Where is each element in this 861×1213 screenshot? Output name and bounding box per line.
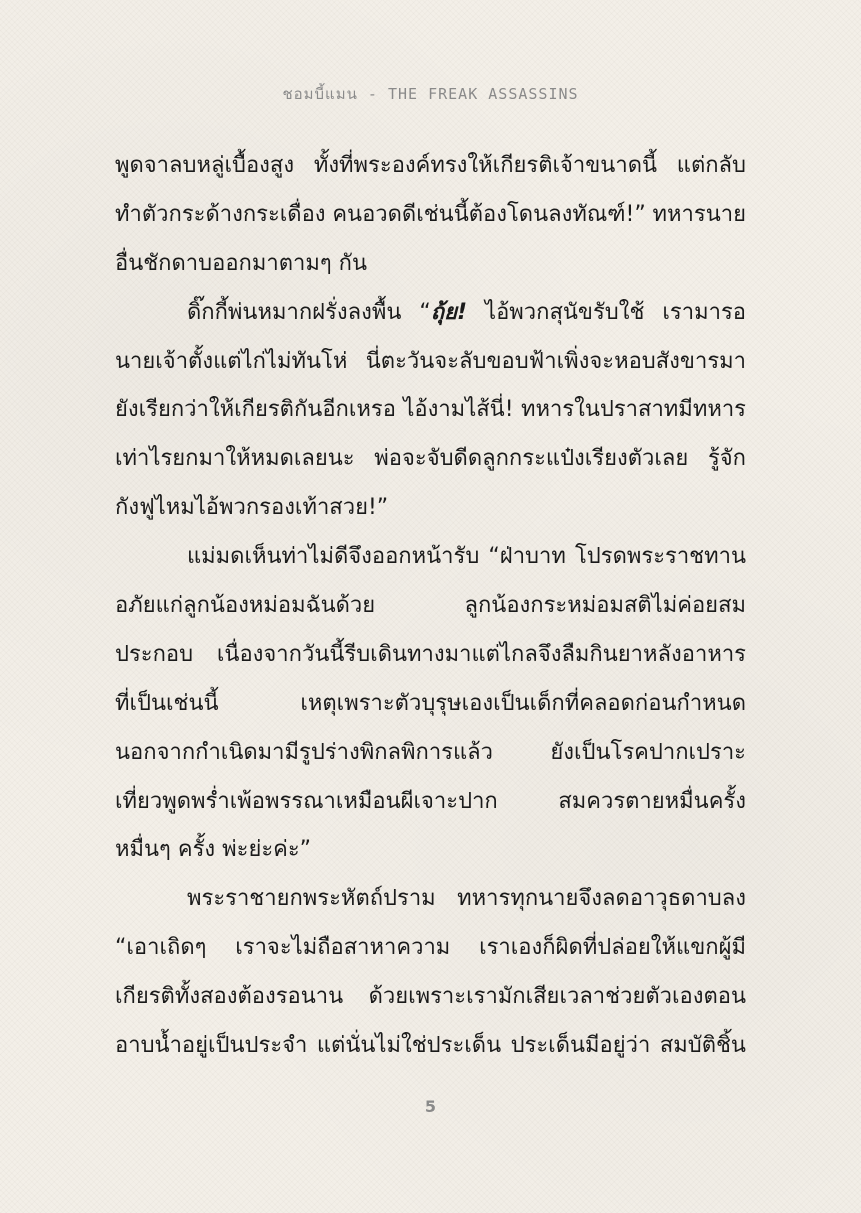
word: ทหารทุกนายจึงลดอาวุธดาบลง [457, 886, 746, 912]
text-line [115, 1022, 746, 1071]
text-line [115, 582, 746, 631]
word: โปรดพระราชทาน [574, 544, 746, 570]
word: ทั้งที่พระองค์ทรงให้เกียรติเจ้าขนาดนี้ [313, 153, 658, 178]
page-header: ชอมบี้แมน - THE FREAK ASSASSINS [282, 85, 579, 103]
text-line [115, 826, 746, 875]
word: อภัยแก่ลูกน้องหม่อมฉันด้วย [115, 593, 376, 619]
word: ไอ้พวกสุนัขรับใช้ [485, 299, 645, 325]
word: แต่นั่นไม่ใช่ประเด็น [316, 1033, 502, 1059]
word: รู้จัก [707, 446, 746, 472]
word: “ถุ้ย! [419, 299, 468, 325]
text-line [115, 631, 746, 680]
text-line [115, 484, 746, 533]
word: คนอวดดีเช่นนี้ต้องโดนลงทัณฑ์!” [332, 201, 646, 227]
word: นี่ตะวันจะลับขอบฟ้าเพิ่งจะหอบสังขารมา [365, 348, 746, 374]
word: นอกจากกำเนิดมามีรูปร่างพิกลพิการแล้ว [115, 739, 494, 765]
page-number: 5 [424, 1097, 437, 1116]
word: ทหารนาย [652, 201, 746, 227]
word: เราเองก็ผิดที่ปล่อยให้แขกผู้มี [479, 935, 746, 961]
text-line [115, 973, 746, 1022]
word: เที่ยวพูดพร่ำเพ้อพรรณาเหมือนผีเจาะปาก [115, 788, 498, 814]
text-line [115, 289, 746, 338]
line-text: กังฟูไหมไอ้พวกรองเท้าสวย!” [115, 495, 389, 521]
word: “ฝ่าบาท [488, 544, 566, 570]
text-line [115, 729, 746, 778]
word: พ่อจะจับดีดลูกกระแป๋งเรียงตัวเลย [374, 446, 689, 472]
word: ดิ๊กกี้พ่นหมากฝรั่งลงพื้น [187, 299, 402, 325]
word: นายเจ้าตั้งแต่ไก่ไม่ทันโห่ [115, 348, 348, 374]
word: เนื่องจากวันนี้รีบเดินทางมาแต่ไกลจึงลืมกินยาหลังอาหาร [216, 641, 746, 667]
word: ที่เป็นเช่นนี้ [115, 690, 219, 716]
text-line [115, 778, 746, 827]
word: แต่กลับ [676, 153, 746, 178]
word: สมบัติชิ้น [659, 1033, 746, 1059]
word: พระราชายกพระหัตถ์ปราม [187, 886, 436, 912]
word: แม่มดเห็นท่าไม่ดีจึงออกหน้ารับ [187, 544, 480, 570]
text-line [115, 386, 746, 435]
word: เหตุเพราะตัวบุรุษเองเป็นเด็กที่คลอดก่อนกำหนด [300, 690, 746, 716]
line-text: อื่นชักดาบออกมาตามๆ กัน [115, 250, 368, 276]
text-line [115, 191, 746, 240]
word: ทหารในปราสาทมีทหาร [520, 397, 746, 423]
body-text [115, 142, 746, 1071]
word: ยังเป็นโรคปากเปราะ [550, 739, 746, 765]
word: อาบน้ำอยู่เป็นประจำ [115, 1033, 308, 1059]
word: ประกอบ [115, 641, 194, 667]
word: เรามารอ [662, 299, 746, 325]
word: เราจะไม่ถือสาหาความ [235, 935, 451, 961]
word: ด้วยเพราะเรามักเสียเวลาช่วยตัวเองตอน [368, 984, 746, 1010]
text-line [115, 680, 746, 729]
word: ไอ้งามไส้นี่! [403, 397, 514, 423]
word: สมควรตายหมื่นครั้ง [558, 788, 746, 814]
text-line [115, 240, 746, 289]
text-line [115, 338, 746, 387]
word: “เอาเถิดๆ [115, 935, 207, 961]
text-line [115, 435, 746, 484]
text-line [115, 533, 746, 582]
word: ยังเรียกว่าให้เกียรติกันอีกเหรอ [115, 397, 396, 423]
word: เกียรติทั้งสองต้องรอนาน [115, 984, 344, 1010]
text-line [115, 924, 746, 973]
word: ประเด็นมีอยู่ว่า [510, 1033, 651, 1059]
word: พูดจาลบหลู่เบื้องสูง [115, 153, 295, 178]
word: ลูกน้องกระหม่อมสติไม่ค่อยสม [464, 593, 746, 619]
emphasis-text: ถุ้ย! [430, 299, 468, 325]
text-line [115, 142, 746, 191]
word: เท่าไรยกมาให้หมดเลยนะ [115, 446, 355, 472]
line-text: หมื่นๆ ครั้ง พ่ะย่ะค่ะ” [115, 837, 312, 863]
word: ทำตัวกระด้างกระเดื่อง [115, 201, 326, 227]
text-line [115, 875, 746, 924]
